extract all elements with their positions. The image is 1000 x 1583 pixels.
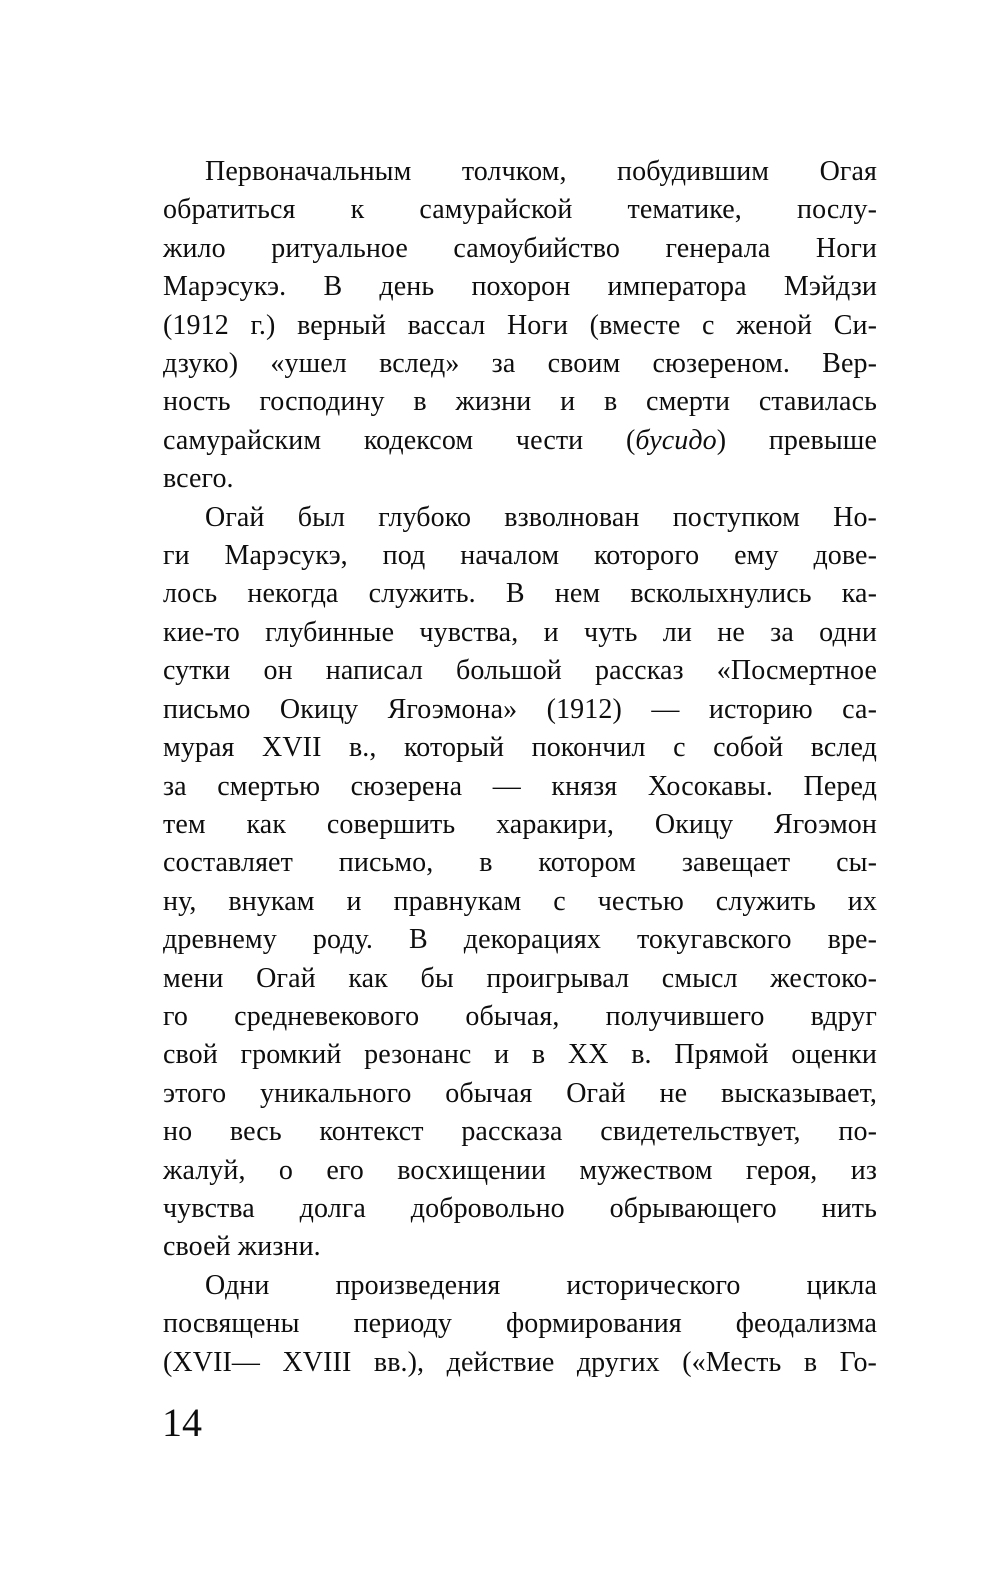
paragraph xyxy=(163,499,877,1267)
text-line: дзуко) «ушел вслед» за своим сюзереном. Вер- xyxy=(163,348,877,380)
text-line: ность господину в жизни и в смерти ставилась xyxy=(163,386,877,418)
text-line: Одни произведения исторического цикла xyxy=(205,1269,877,1301)
text-line: тем как совершить харакири, Окицу Ягоэмон xyxy=(163,808,877,840)
paragraph xyxy=(163,1267,877,1382)
text-line: письмо Окицу Ягоэмона» (1912) — историю са- xyxy=(163,693,877,725)
text-line: жило ритуальное самоубийство генерала Ноги xyxy=(163,232,877,264)
text-line: посвящены периоду формирования феодализма xyxy=(163,1308,877,1340)
text-line: Огай был глубоко взволнован поступком Но- xyxy=(205,501,877,533)
text-line: (XVII— XVIII вв.), действие других («Месть в Го- xyxy=(163,1346,877,1378)
text-line: ги Марэсукэ, под началом которого ему дове- xyxy=(163,540,877,572)
text-line: своей жизни. xyxy=(163,1231,321,1263)
text-line: мени Огай как бы проигрывал смысл жестоко- xyxy=(163,962,877,994)
text-line: свой громкий резонанс и в XX в. Прямой оценки xyxy=(163,1039,877,1071)
text-line: самурайским кодексом чести (бусидо) превыше xyxy=(163,424,877,456)
text-line: лось некогда служить. В нем всколыхнулись ка- xyxy=(163,578,877,610)
text-line: мурая XVII в., который покончил с собой вслед xyxy=(163,732,877,764)
text-line: Первоначальным толчком, побудившим Огая xyxy=(205,156,877,187)
text-line: ну, внукам и правнукам с честью служить их xyxy=(163,885,877,917)
text-line: (1912 г.) верный вассал Ноги (вместе с женой Си- xyxy=(163,309,877,341)
text-line: чувства долга добровольно обрывающего нить xyxy=(163,1192,877,1224)
paragraph xyxy=(163,153,877,499)
text-line: сутки он написал большой рассказ «Посмертное xyxy=(163,655,877,687)
text-line: кие-то глубинные чувства, и чуть ли не за одни xyxy=(163,616,877,648)
text-line: го средневекового обычая, получившего вдруг xyxy=(163,1000,877,1032)
page-number: 14 xyxy=(162,1400,202,1445)
italic-term: бусидо xyxy=(635,424,717,456)
text-line: составляет письмо, в котором завещает сы- xyxy=(163,847,877,879)
text-line: жалуй, о его восхищении мужеством героя, из xyxy=(163,1154,877,1186)
text-line: за смертью сюзерена — князя Хосокавы. Перед xyxy=(163,770,877,802)
text-line: но весь контекст рассказа свидетельствует, по- xyxy=(163,1116,877,1148)
text-block xyxy=(163,153,877,1382)
text-line: всего. xyxy=(163,463,234,495)
text-line: древнему роду. В декорациях токугавского вре- xyxy=(163,924,877,956)
text-line: этого уникального обычая Огай не высказывает, xyxy=(163,1077,877,1109)
text-line: обратиться к самурайской тематике, послу- xyxy=(163,194,877,226)
text-line: Марэсукэ. В день похорон императора Мэйдзи xyxy=(163,271,877,303)
